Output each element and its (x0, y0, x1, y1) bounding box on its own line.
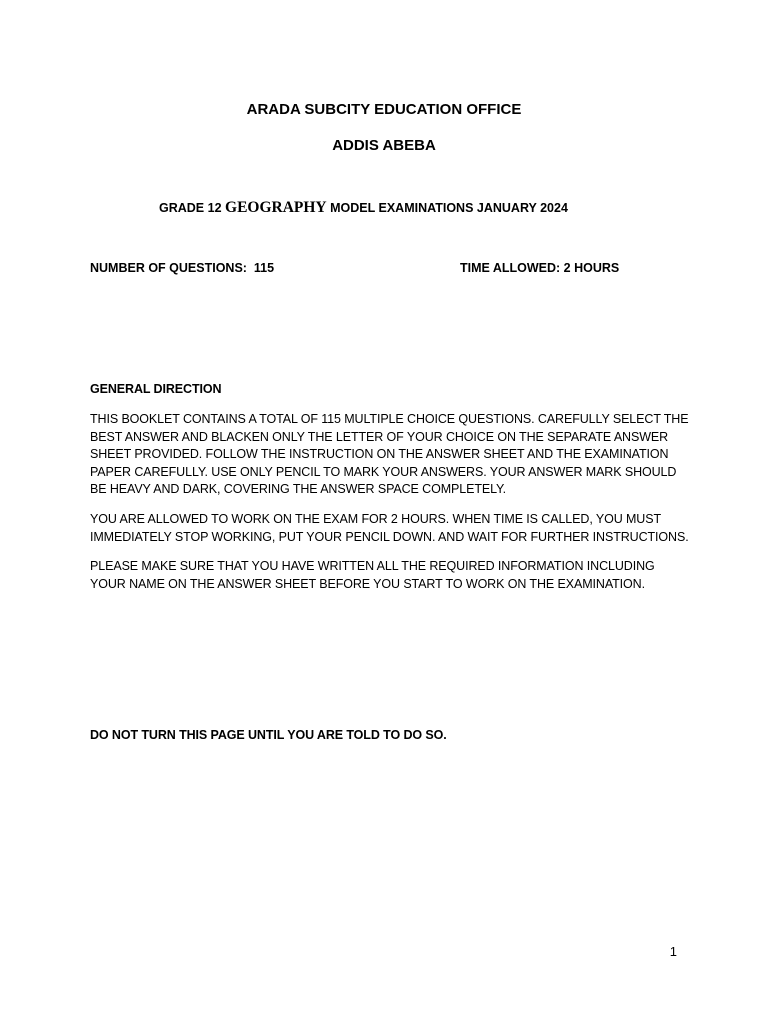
exam-subject: GEOGRAPHY (225, 199, 327, 216)
direction-paragraph-text: PLEASE MAKE SURE THAT YOU HAVE WRITTEN ALL THE REQUIRED INFORMATION INCLUDING YOUR NAME ON THE ANSWER SHEET BEFORE YOU START TO WORK ON THE EXAMINATION. (90, 559, 655, 591)
exam-grade: GRADE 12 (159, 201, 222, 215)
time-allowed: TIME ALLOWED: 2 HOURS (460, 261, 620, 275)
number-of-questions: NUMBER OF QUESTIONS: 115 (90, 261, 275, 275)
exam-title (159, 199, 568, 217)
direction-paragraph-3 (90, 558, 690, 593)
page-number: 1 (669, 944, 677, 959)
direction-paragraph-2 (90, 511, 690, 546)
direction-paragraph-text: THIS BOOKLET CONTAINS A TOTAL OF 115 MULTIPLE CHOICE QUESTIONS. CAREFULLY SELECT THE BEST ANSWER AND BLACKEN ONLY THE LETTER OF YOUR CHOICE ON THE SEPARATE ANSWER SHEET PROVIDED. FOLLOW THE INSTRUCTION ON THE ANSWER SHEET AND THE EXAMINATION PAPER CAREFULLY. USE ONLY PENCIL TO MARK YOUR ANSWERS. YOUR ANSWER MARK SHOULD BE HEAVY AND DARK, COVERING THE ANSWER SPACE COMPLETELY. (90, 412, 689, 497)
do-not-turn-warning: DO NOT TURN THIS PAGE UNTIL YOU ARE TOLD TO DO SO. (90, 728, 447, 742)
direction-paragraph-text: YOU ARE ALLOWED TO WORK ON THE EXAM FOR 2 HOURS. WHEN TIME IS CALLED, YOU MUST IMMEDIATELY STOP WORKING, PUT YOUR PENCIL DOWN. AND WAIT FOR FURTHER INSTRUCTIONS. (90, 512, 689, 544)
general-direction-heading: GENERAL DIRECTION (90, 382, 222, 396)
city-title: ADDIS ABEBA (332, 137, 436, 154)
exam-title-rest: MODEL EXAMINATIONS JANUARY 2024 (330, 201, 568, 215)
direction-paragraph-1 (90, 411, 690, 499)
office-title: ARADA SUBCITY EDUCATION OFFICE (246, 101, 522, 118)
